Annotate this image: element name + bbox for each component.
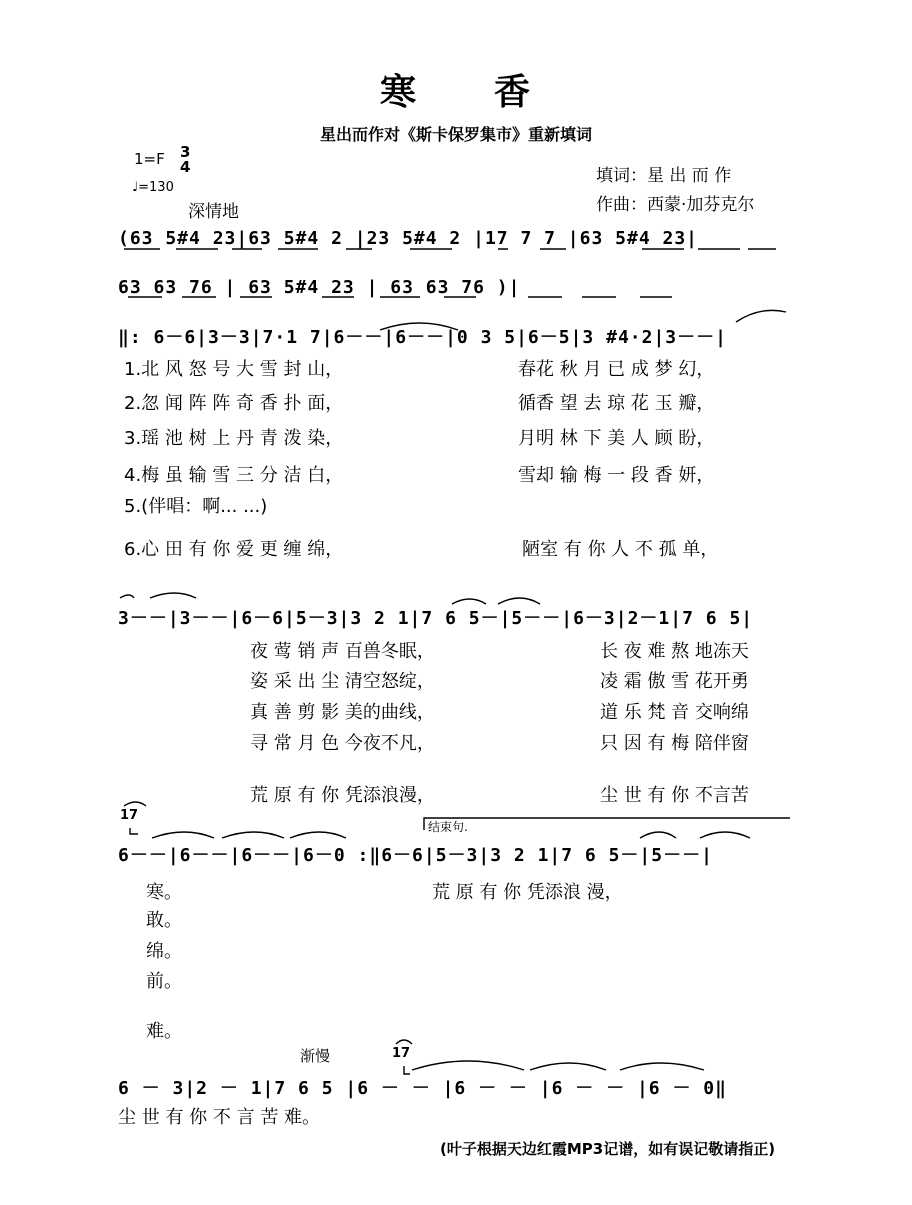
time-signature-top: 3 [180, 143, 191, 161]
ending-word-5: 难。 [146, 1021, 182, 1042]
verse-line-4-right: 雪却 输 梅 一 段 香 妍， [518, 465, 715, 486]
intro-row-2: 63 63 76 | 63 5#4 23 | 63 63 76 )| [118, 277, 521, 298]
chorus-line-2-left: 姿 采 出 尘 清空怒绽， [250, 671, 435, 692]
chorus-line-2-right: 凌 霜 傲 雪 花开勇 [600, 671, 749, 692]
grace-note-b: 17 [392, 1046, 411, 1061]
grace-note-a: 17 [120, 808, 139, 823]
chorus-line-3-right: 道 乐 梵 音 交响绵 [600, 702, 749, 723]
tempo-change-marking: 渐慢 [300, 1047, 331, 1065]
chorus-notation-row: 3－－|3－－|6－6|5－3|3 2 1|7 6 5－|5－－|6－3|2－1|7 6 5| [118, 608, 754, 629]
verse-line-6-right: 陋室 有 你 人 不 孤 单， [522, 539, 719, 560]
chorus-line-1-left: 夜 莺 销 声 百兽冬眠， [250, 641, 435, 662]
verse-line-5-left: 5.(伴唱：啊... ...) [124, 496, 268, 517]
song-subtitle: 星出而作对《斯卡保罗集市》重新填词 [319, 125, 592, 144]
chorus-line-3-left: 真 善 剪 影 美的曲线， [250, 702, 435, 723]
ending-bracket-label: 结束句. [428, 820, 468, 834]
verse-notation-row: ‖: 6－6|3－3|7·1 7|6－－|6－－|0 3 5|6－5|3 #4·2|3－－| [118, 327, 727, 348]
composer-credit: 作曲：西蒙·加芬克尔 [596, 195, 755, 215]
chorus-line-5-right: 尘 世 有 你 不言苦 [600, 785, 749, 806]
time-signature-bottom: 4 [180, 158, 191, 176]
ending-lyric-line: 荒 原 有 你 凭添浪 漫， [432, 882, 623, 903]
transcription-note: (叶子根据天边红霞MP3记谱，如有误记敬请指正) [440, 1140, 776, 1158]
lyricist-credit: 填词：星 出 而 作 [596, 166, 732, 186]
ending-word-1: 寒。 [146, 882, 182, 903]
verse-line-3-right: 月明 林 下 美 人 顾 盼， [518, 428, 715, 449]
verse-line-1-right: 春花 秋 月 已 成 梦 幻， [518, 359, 715, 380]
ending-notation-row: 6－－|6－－|6－－|6－0 :‖6－6|5－3|3 2 1|7 6 5－|5－－| [118, 845, 713, 866]
final-notation-row: 6 － 3|2 － 1|7 6 5 |6 － － |6 － － |6 － － |6 － 0‖ [118, 1078, 727, 1099]
song-title: 寒 香 [379, 71, 532, 113]
verse-line-2-left: 2.忽 闻 阵 阵 奇 香 扑 面， [124, 393, 344, 414]
intro-row-1: (63 5#4 23|63 5#4 2 |23 5#4 2 |17 7 7 |63 5#4 23| [118, 228, 699, 249]
ending-word-2: 敢。 [146, 910, 182, 931]
ending-word-4: 前。 [146, 971, 182, 992]
verse-line-3-left: 3.瑶 池 树 上 丹 青 泼 染， [124, 428, 344, 449]
mood-marking: 深情地 [188, 202, 239, 222]
chorus-line-1-right: 长 夜 难 熬 地冻天 [600, 641, 749, 662]
chorus-line-4-left: 寻 常 月 色 今夜不凡， [250, 733, 435, 754]
final-lyric-line: 尘 世 有 你 不 言 苦 难。 [118, 1107, 321, 1128]
key-signature: 1=F [134, 150, 165, 168]
tempo-marking: ♩=130 [132, 180, 174, 195]
verse-line-4-left: 4.梅 虽 输 雪 三 分 洁 白， [124, 465, 344, 486]
verse-line-2-right: 循香 望 去 琼 花 玉 瓣， [518, 393, 715, 414]
verse-line-1-left: 1.北 风 怒 号 大 雪 封 山， [124, 359, 344, 380]
verse-line-6-left: 6.心 田 有 你 爱 更 缠 绵， [124, 539, 344, 560]
chorus-line-4-right: 只 因 有 梅 陪伴窗 [600, 733, 749, 754]
chorus-line-5-left: 荒 原 有 你 凭添浪漫， [250, 785, 435, 806]
ending-word-3: 绵。 [146, 941, 182, 962]
